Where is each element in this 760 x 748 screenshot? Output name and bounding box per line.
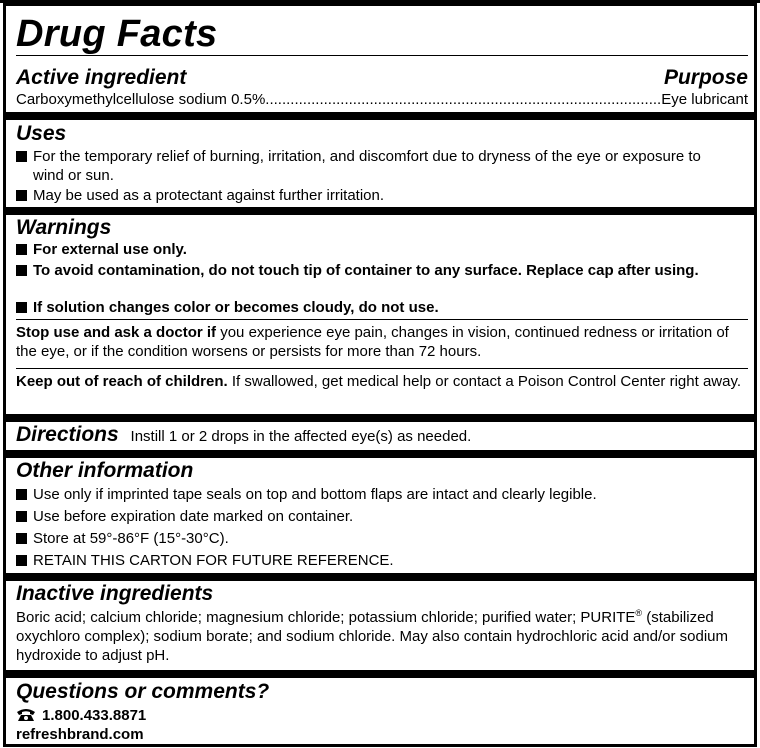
bullet-square-icon	[16, 302, 27, 313]
section-divider	[6, 670, 754, 678]
inactive-ingredients-heading: Inactive ingredients	[16, 582, 214, 605]
section-divider	[6, 573, 754, 581]
uses-item: May be used as a protectant against further irritation.	[16, 186, 724, 205]
active-ingredient-row	[16, 90, 748, 109]
active-ingredient-name: Carboxymethylcellulose sodium 0.5%	[16, 91, 266, 108]
active-ingredient-purpose: Eye lubricant	[661, 91, 748, 108]
directions-row	[16, 423, 471, 449]
other-info-heading: Other information	[16, 459, 194, 482]
divider	[16, 55, 748, 56]
other-info-item: Use only if imprinted tape seals on top and bottom flaps are intact and clearly legible.	[16, 485, 724, 504]
divider	[16, 319, 748, 320]
inactive-ingredients-text: Boric acid; calcium chloride; magnesium chloride; potassium chloride; purified water; PURITE® (stabilized oxychloro complex); sodium borate; and sodium chloride. May also contain hydrochloric acid and/or sodium hydroxide to adjust pH.	[16, 608, 729, 664]
other-info-item: Store at 59°-86°F (15°-30°C).	[16, 529, 724, 548]
drug-facts-panel	[3, 3, 757, 747]
bullet-square-icon	[16, 511, 27, 522]
bullet-square-icon	[16, 555, 27, 566]
warnings-item: If solution changes color or becomes cloudy, do not use.	[16, 298, 724, 317]
active-ingredient-heading: Active ingredient	[16, 66, 187, 89]
bullet-square-icon	[16, 533, 27, 544]
page-title: Drug Facts	[16, 13, 218, 55]
uses-item: For the temporary relief of burning, irritation, and discomfort due to dryness of the eye or exposure to wind or sun.	[16, 147, 724, 185]
other-info-item: RETAIN THIS CARTON FOR FUTURE REFERENCE.	[16, 551, 724, 570]
keep-out-text: Keep out of reach of children. If swallowed, get medical help or contact a Poison Control Center right away.	[16, 373, 742, 390]
warnings-item: For external use only.	[16, 240, 724, 259]
dot-leader	[265, 90, 661, 109]
section-divider	[6, 414, 754, 422]
purpose-heading: Purpose	[663, 66, 748, 89]
bullet-square-icon	[16, 190, 27, 201]
other-info-item: Use before expiration date marked on container.	[16, 507, 724, 526]
bullet-square-icon	[16, 244, 27, 255]
phone-number[interactable]: 1.800.433.8871	[42, 707, 147, 724]
divider	[16, 368, 748, 369]
website-link[interactable]: refreshbrand.com	[16, 726, 144, 743]
directions-text: Instill 1 or 2 drops in the affected eye(s) as needed.	[130, 428, 472, 445]
uses-heading: Uses	[16, 122, 67, 145]
questions-heading: Questions or comments?	[16, 680, 270, 703]
phone-row	[16, 706, 742, 727]
registered-mark: ®	[635, 608, 643, 618]
directions-heading: Directions	[16, 423, 119, 446]
bullet-square-icon	[16, 265, 27, 276]
warnings-heading: Warnings	[16, 216, 112, 239]
bullet-square-icon	[16, 489, 27, 500]
bullet-square-icon	[16, 151, 27, 162]
section-divider	[6, 450, 754, 458]
section-divider	[6, 112, 754, 120]
warnings-item: To avoid contamination, do not touch tip of container to any surface. Replace cap after using.	[16, 261, 704, 280]
stop-use-text: Stop use and ask a doctor if you experience eye pain, changes in vision, continued redness or irritation of the eye, or if the condition worsens or persists for more than 72 hours.	[16, 324, 729, 360]
section-divider	[6, 207, 754, 215]
